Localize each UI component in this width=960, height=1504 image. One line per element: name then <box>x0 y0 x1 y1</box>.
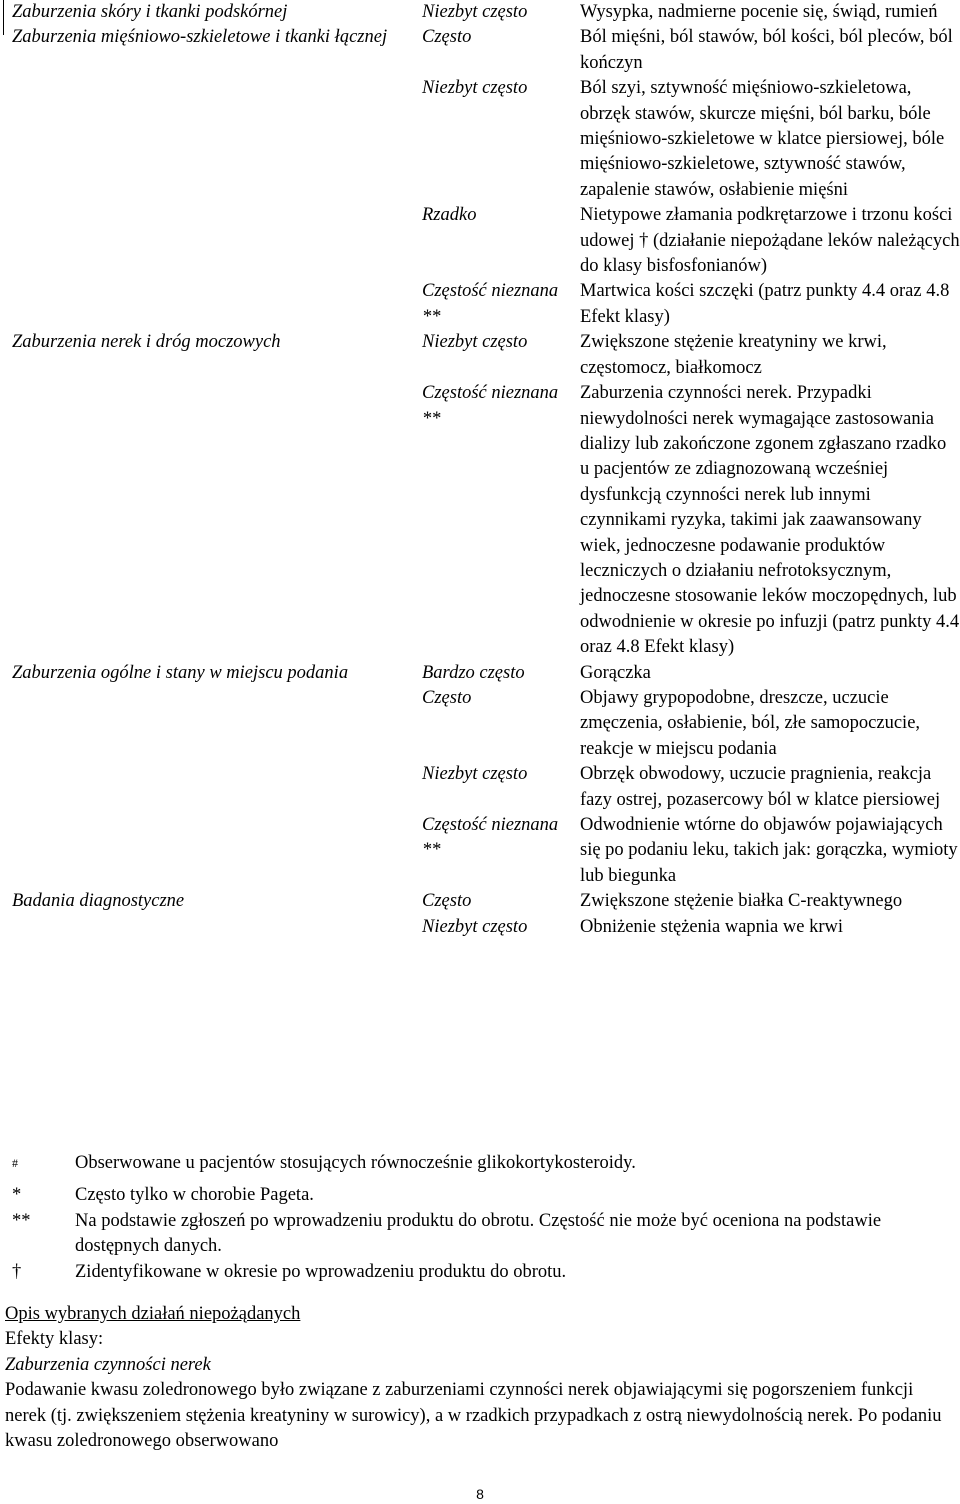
adverse-effects-cell: Nietypowe złamania podkrętarzowe i trzonu kości udowej † (działanie niepożądane leków należących do klasy bisfosfonianów) <box>580 205 960 277</box>
adverse-effects-cell: Zwiększone stężenie kreatyniny we krwi, częstomocz, białkomocz <box>580 332 887 378</box>
frequency-cell: Bardzo często <box>422 662 525 683</box>
body-paragraph: Podawanie kwasu zoledronowego było związane z zaburzeniami czynności nerek objawiającymi się pogorszeniem funkcji nerek (tj. zwiększeniem stężenia kreatyniny w surowicy), a w rzadkich przypadkach z ostrą niewydolnością nerek. Po podaniu kwasu zoledronowego obserwowano <box>5 1380 942 1452</box>
organ-class-cell: Zaburzenia mięśniowo-szkieletowe i tkanki łącznej <box>12 27 388 48</box>
frequency-cell: Niezbyt często <box>422 2 528 22</box>
footnote-mark: * <box>12 1185 22 1206</box>
footnote <box>0 1260 960 1285</box>
footnote-mark: † <box>12 1261 22 1282</box>
class-effects-label: Efekty klasy: <box>5 1329 104 1350</box>
adverse-effects-cell: Obrzęk obwodowy, uczucie pragnienia, reakcja fazy ostrej, pozasercowy ból w klatce piersiowej <box>580 764 941 810</box>
frequency-cell: Niezbyt często <box>422 78 528 99</box>
footnote-text: Zidentyfikowane w okresie po wprowadzeniu produktu do obrotu. <box>75 1261 567 1282</box>
frequency-cell: Częstość nieznana ** <box>422 815 559 861</box>
footnote <box>0 1209 960 1260</box>
adverse-effects-cell: Odwodnienie wtórne do objawów pojawiających się po podaniu leku, takich jak: gorączka, wymioty lub biegunka <box>580 815 958 886</box>
footnote-mark: ** <box>12 1210 31 1231</box>
footnote <box>0 1151 960 1183</box>
adverse-effects-cell: Martwica kości szczęki (patrz punkty 4.4 oraz 4.8 Efekt klasy) <box>580 281 950 327</box>
frequency-cell: Często <box>422 27 472 48</box>
frequency-cell: Niezbyt często <box>422 332 528 353</box>
footnotes <box>0 1151 960 1285</box>
section-heading: Opis wybranych działań niepożądanych <box>5 1304 301 1324</box>
frequency-cell: Niezbyt często <box>422 764 528 785</box>
table-row <box>0 0 960 25</box>
frequency-cell: Rzadko <box>422 205 477 226</box>
frequency-cell: Częstość nieznana ** <box>422 383 559 429</box>
adverse-effects-cell: Ból mięśni, ból stawów, ból kości, ból pleców, ból kończyn <box>580 27 953 73</box>
page-number: 8 <box>476 1486 484 1502</box>
footnote <box>0 1183 960 1208</box>
footnote-mark: # <box>12 1156 18 1170</box>
footnote-text: Na podstawie zgłoszeń po wprowadzeniu produktu do obrotu. Częstość nie może być oceniona na podstawie dostępnych danych. <box>75 1210 882 1257</box>
organ-class-cell: Zaburzenia ogólne i stany w miejscu podania <box>12 662 349 683</box>
adverse-effects-cell: Zaburzenia czynności nerek. Przypadki niewydolności nerek wymagające zastosowania dializy lub zakończone zgonem zgłaszano rzadko u pacjentów ze zdiagnozowaną wcześniej dysfunkcją czynności nerek lub innymi czynnikami ryzyka, takimi jak zaawansowany wiek, jednoczesne podawanie produktów leczniczych o działaniu nefrotoksycznym, jednoczesne stosowanie leków moczopędnych, lub odwodnienie w okresie po infuzji (patrz punkty 4.4 oraz 4.8 Efekt klasy) <box>580 383 960 658</box>
adverse-effects-cell: Ból szyi, sztywność mięśniowo-szkieletowa, obrzęk stawów, skurcze mięśni, ból barku, bóle mięśniowo-szkieletowe w klatce piersiowej, bóle mięśniowo-szkieletowe, sztywność stawów, zapalenie stawów, osłabienie mięśni <box>580 78 945 200</box>
frequency-cell: Niezbyt często <box>422 916 528 937</box>
adverse-effects-cell: Obniżenie stężenia wapnia we krwi <box>580 916 844 937</box>
organ-class-cell: Zaburzenia skóry i tkanki podskórnej <box>12 2 288 22</box>
adverse-effects-cell: Gorączka <box>580 662 651 683</box>
footnote-text: Obserwowane u pacjentów stosujących równocześnie glikokortykosteroidy. <box>75 1153 636 1173</box>
frequency-cell: Często <box>422 687 472 708</box>
frequency-cell: Często <box>422 891 472 912</box>
organ-class-cell: Badania diagnostyczne <box>12 891 185 912</box>
table-row <box>0 25 960 76</box>
adverse-effects-cell: Zwiększone stężenie białka C-reaktywnego <box>580 891 903 912</box>
frequency-cell: Częstość nieznana ** <box>422 281 559 327</box>
table-row <box>0 330 960 381</box>
table-row <box>0 661 960 686</box>
organ-class-cell: Zaburzenia nerek i dróg moczowych <box>12 332 281 353</box>
adverse-effects-cell: Wysypka, nadmierne pocenie się, świąd, rumień <box>580 2 938 22</box>
subsection-heading: Zaburzenia czynności nerek <box>5 1354 211 1375</box>
footnote-text: Często tylko w chorobie Pageta. <box>75 1185 314 1206</box>
table-row <box>0 889 960 914</box>
section-description <box>5 1302 945 1454</box>
adverse-effects-cell: Objawy grypopodobne, dreszcze, uczucie zmęczenia, osłabienie, ból, złe samopoczucie, reakcje w miejscu podania <box>580 687 921 759</box>
